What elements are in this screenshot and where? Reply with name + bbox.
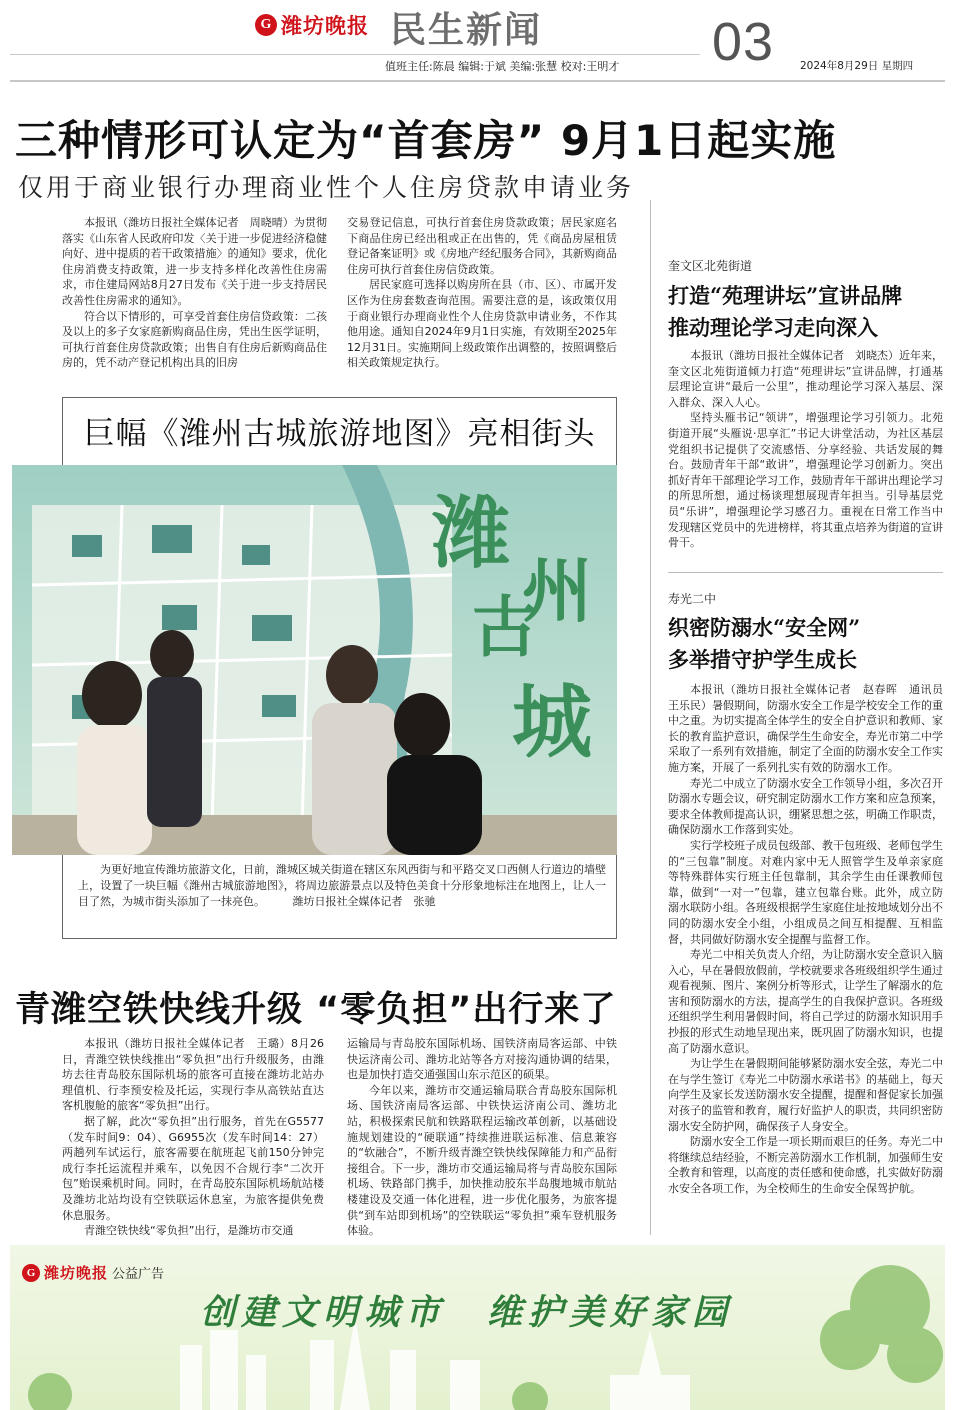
ad-label: 公益广告 bbox=[112, 1267, 165, 1282]
ad-logo bbox=[22, 1262, 164, 1283]
headline-line: 推动理论学习走向深入 bbox=[668, 315, 878, 340]
map-letter: 潍 bbox=[432, 488, 511, 579]
map-letter: 州 bbox=[522, 549, 592, 632]
story-kicker: 奎文区北苑街道 bbox=[668, 259, 753, 273]
header-rule bbox=[10, 80, 945, 82]
lead-subheadline: 仅用于商业银行办理商业性个人住房贷款申请业务 bbox=[18, 173, 635, 202]
map-photo bbox=[12, 465, 617, 855]
paragraph: 本报讯（潍坊日报社全媒体记者 王璐）8月26日，青潍空铁快线推出“零负担”出行升级服务，由潍坊去往青岛胶东国际机场的旅客可直接在潍坊北站办理值机、行李预安检及托运，实现行李从高铁站直达客机腹舱的旅客“零负担”出行。 bbox=[62, 1037, 324, 1113]
lead-column-1 bbox=[62, 215, 327, 371]
lead-headline: 三种情形可认定为“首套房” 9月1日起实施 bbox=[15, 116, 837, 165]
ad-slogan: 创建文明城市 维护美好家园 bbox=[200, 1293, 734, 1333]
headline-line: 多举措守护学生成长 bbox=[668, 647, 857, 672]
paragraph: 青潍空铁快线“零负担”出行，是潍坊市交通 bbox=[84, 1224, 294, 1238]
story-headline bbox=[668, 280, 902, 344]
paper-name: 潍坊晚报 bbox=[281, 13, 369, 38]
section-title: 民生新闻 bbox=[390, 9, 543, 51]
column-divider bbox=[650, 200, 651, 1235]
rail-column-1 bbox=[62, 1036, 324, 1239]
paragraph: 今年以来，潍坊市交通运输局联合青岛胶东国际机场、国铁济南局客运部、中铁快运济南公司、潍坊北站，积极探索民航和铁路联程运输改革创新，以基础设施规划建设的“硬联通”持续推进联运标准、信息兼容的“软融合”，不断升级青潍空铁快线保障能力和产品衔接组合。下一步，潍坊市交通运输局将与青岛胶东国际机场、铁路部门携手，加快推动胶东半岛腹地城市航站楼建设及交通一体化进程，进一步优化服务，为旅客提供“到车站即到机场”的空铁联运“零负担”乘车登机服务体验。 bbox=[347, 1083, 617, 1238]
story-kicker: 寿光二中 bbox=[668, 592, 717, 606]
paragraph: 符合以下情形的，可享受首套住房信贷政策：二孩及以上的多子女家庭新购商品住房，凭出生医学证明，可执行首套住房贷款政策；出售自有住房后新购商品住房的，凭不动产登记机构出具的旧房 bbox=[62, 309, 327, 370]
paragraph: 本报讯（潍坊日报社全媒体记者 赵春晖 通讯员 王乐民）暑假期间，防溺水安全工作是学校安全工作的重中之重。为切实提高全体学生的安全自护意识和教师、家长的教育监护意识，确保学生生命安全，寿光市第二中学采取了一系列有效措施，制定了全面的防溺水安全工作实施方案，开展了一系列扎实有效的防溺水工作。 bbox=[668, 683, 954, 774]
paragraph: 本报讯（潍坊日报社全媒体记者 周晓晴）为贯彻落实《山东省人民政府印发〈关于进一步促进经济稳健向好、进中提质的若干政策措施〉的通知》要求，优化住房消费支持政策，进一步支持多样化改善性住房需求，市住建局网站8月27日发布《关于进一步支持居民改善性住房需求的通知》。 bbox=[62, 216, 327, 307]
map-letter: 城 bbox=[512, 675, 592, 769]
page-number: 03 bbox=[712, 12, 775, 72]
header-divider bbox=[10, 54, 700, 55]
story-body bbox=[668, 682, 954, 1197]
rail-column-2 bbox=[347, 1036, 617, 1239]
story-body bbox=[668, 348, 943, 551]
headline-line: 织密防溺水“安全网” bbox=[668, 615, 861, 640]
map-feature-title: 巨幅《潍州古城旅游地图》亮相街头 bbox=[83, 416, 596, 452]
paragraph: 据了解，此次“零负担”出行服务，首先在G5577（发车时间9：04）、G6955次（发车时间14：27）两趟列车试运行，旅客需要在航班起飞前150分钟完成行李托运流程并乘车，以免因不合规行李“二次开包”贻误乘机时间。同时，在青岛胶东国际机场航站楼及潍坊北站均设有空铁联运休息室，为旅客提供免费休息服务。 bbox=[62, 1114, 324, 1222]
rail-headline: 青潍空铁快线升级 “零负担”出行来了 bbox=[15, 990, 617, 1030]
paragraph: 居民家庭可选择以购房所在县（市、区）、市属开发区作为住房套数查询范围。需要注意的是，该政策仅用于商业银行办理商业性个人住房贷款申请业务，不作其他用途。通知自2024年9月1日实施，有效期至2025年12月31日。实施期间上级政策作出调整的，按照调整后相关政策规定执行。 bbox=[347, 278, 617, 370]
paragraph: 本报讯（潍坊日报社全媒体记者 刘晓杰）近年来，奎文区北苑街道倾力打造“苑理讲坛”宣讲品牌，打通基层理论宣讲“最后一公里”，推动理论学习深入基层、深入群众、深入人心。 bbox=[668, 349, 943, 409]
map-wall-illustration bbox=[12, 465, 617, 855]
story-divider bbox=[668, 572, 943, 573]
paragraph: 交易登记信息，可执行首套住房贷款政策；居民家庭名下商品住房已经出租或正在出售的，凭《商品房屋租赁登记备案证明》或《房地产经纪服务合同》，其新购商品住房可执行首套住房信贷政策。 bbox=[347, 216, 617, 276]
lead-column-2 bbox=[347, 215, 617, 371]
paper-name: 潍坊晚报 bbox=[44, 1264, 109, 1282]
paragraph: 寿光二中相关负责人介绍，为让防溺水安全意识入脑入心，早在暑假放假前，学校就要求各班级组织学生通过观看视频、图片、案例分析等形式，让学生了解溺水的危害和预防溺水的方法，提高学生的自我保护意识。各班级还组织学生利用暑假时间，将自己学过的防溺水知识用手抄报的形式生动地呈现出来，既巩固了防溺水知识，也提高了防溺水意识。 bbox=[668, 948, 943, 1055]
paragraph: 防溺水安全工作是一项长期而艰巨的任务。寿光二中将继续总结经验，不断完善防溺水工作机制，加强师生安全教育和管理，以高度的责任感和使命感，扎实做好防溺水安全各项工作，为全校师生的生命安全保驾护航。 bbox=[668, 1135, 943, 1195]
paragraph: 坚持头雁书记“领讲”，增强理论学习引领力。北苑街道开展“头雁说·思享汇”书记大讲堂活动，为社区基层党组织书记提供了交流感悟、分享经验、共话发展的舞台。鼓励青年干部“敢讲”，增强理论学习创新力。突出抓好青年干部理论学习工作，鼓励青年干部讲出理论学习的所思所想，通过杨谈理想展现青年担当。引导基层党员“乐讲”，增强理论学习感召力。重视在日常工作当中发现辖区党员中的先进榜样，将其重点培养为街道的宣讲骨干。 bbox=[668, 411, 943, 550]
photo-caption bbox=[78, 862, 606, 909]
paragraph: 为让学生在暑假期间能够紧防溺水安全弦，寿光二中在与学生签订《寿光二中防溺水承诺书》的基础上，每天向学生及家长发送防溺水安全提醒，提醒和督促家长加强对孩子的监管和教育，履行好监护人的职责，共同织密防溺水安全防护网，确保孩子人身安全。 bbox=[668, 1057, 943, 1133]
paragraph: 寿光二中成立了防溺水安全工作领导小组，多次召开防溺水专题会议，研究制定防溺水工作方案和应急预案，要求全体教师提高认识，绷紧思想之弦，明确工作职责，确保防溺水工作落到实处。 bbox=[668, 776, 943, 837]
map-letter: 古 bbox=[472, 588, 538, 666]
headline-line: 打造“苑理讲坛”宣讲品牌 bbox=[668, 283, 903, 308]
caption-text: 为更好地宣传潍坊旅游文化，日前，潍城区城关街道在辖区东风西街与和平路交叉口西侧人行道边的墙壁上，设置了一块巨幅《潍州古城旅游地图》，将周边旅游景点以及特色美食十分形象地标注在地图上，让人一目了然，为城市街头添加了一抹亮色。 潍坊日报社全媒体记者 张驰 bbox=[78, 863, 606, 908]
editor-credits: 值班主任:陈晨 编辑:于斌 美编:张慧 校对:王明才 bbox=[385, 60, 620, 73]
logo-icon: G bbox=[255, 14, 277, 36]
issue-date: 2024年8月29日 星期四 bbox=[800, 60, 914, 72]
logo-icon: G bbox=[22, 1264, 40, 1282]
masthead-logo bbox=[255, 10, 390, 40]
paragraph: 运输局与青岛胶东国际机场、国铁济南局客运部、中铁快运济南公司、潍坊北站等各方对接沟通协调的结果，也是加快打造交通强国山东示范区的硕果。 bbox=[347, 1037, 617, 1082]
paragraph: 实行学校班子成员包级部、教干包班级、老师包学生的“三包靠”制度。对难内家中无人照管学生及单亲家庭等特殊群体实行班主任包靠制，其余学生由任课教师包靠，做到“一对一”包靠，建立包靠台账。此外，成立防溺水联防小组。各班级根据学生家庭住址按地域划分出不同的防溺水安全小组，小组成员之间互相提醒、互相监督，共同做好防溺水安全提醒与监督工作。 bbox=[668, 838, 943, 946]
story-headline bbox=[668, 612, 860, 676]
